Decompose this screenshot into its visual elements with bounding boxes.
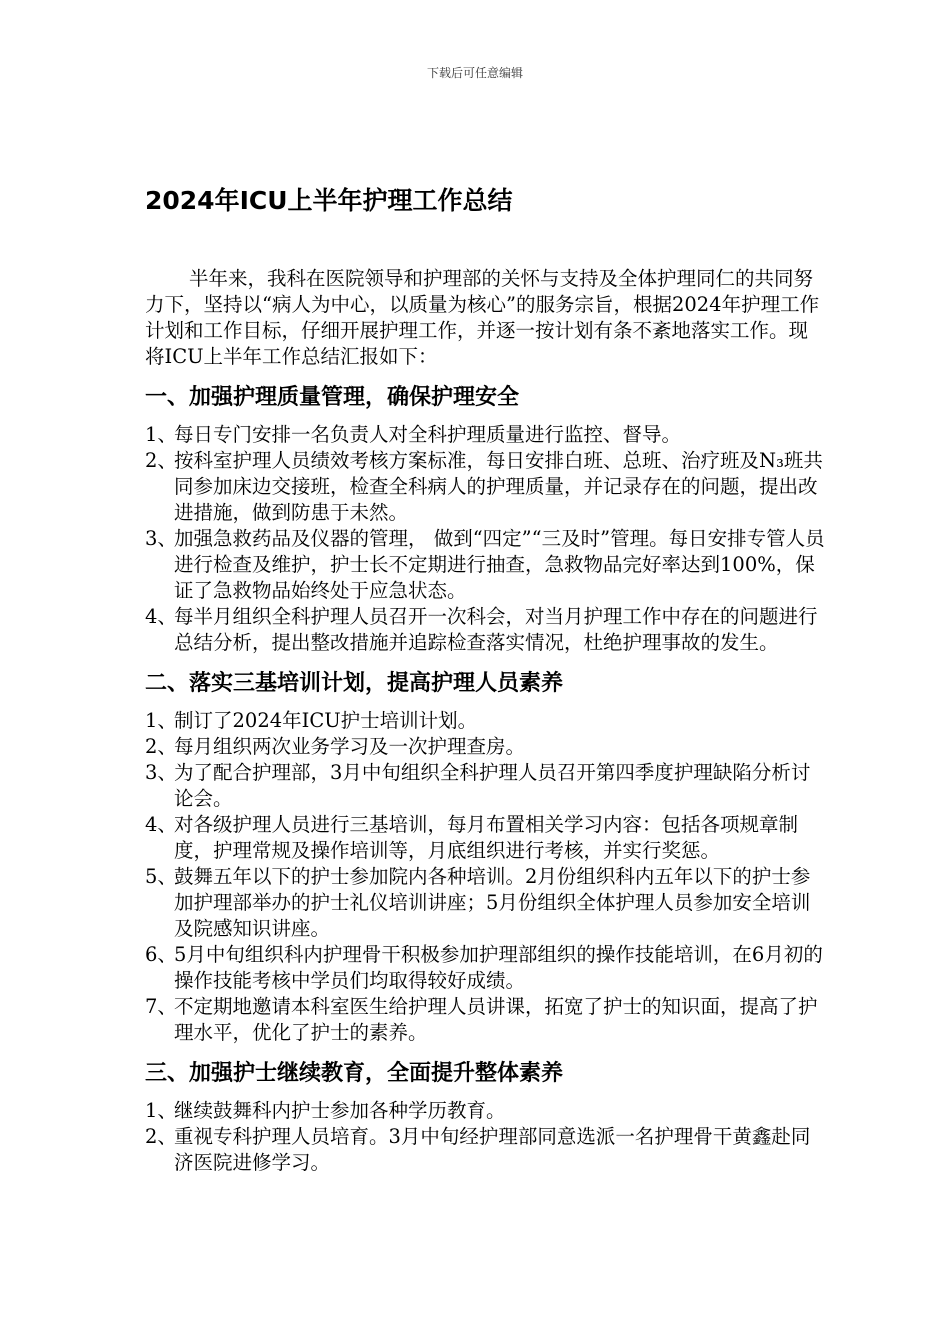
list-item <box>145 422 825 448</box>
list-item <box>145 448 825 526</box>
item-text: 继续鼓舞科内护士参加各种学历教育。 <box>174 1099 506 1122</box>
item-text: 每月组织两次业务学习及一次护理查房。 <box>174 735 526 758</box>
item-text: 按科室护理人员绩效考核方案标准，每日安排白班、总班、治疗班及N₃班共同参加床边交接班，检查全科病人的护理质量，并记录存在的问题，提出改进措施，做到防患于未然。 <box>174 449 823 524</box>
item-text: 5月中旬组织科内护理骨干积极参加护理部组织的操作技能培训，在6月初的操作技能考核中学员们均取得较好成绩。 <box>174 943 823 992</box>
item-number: 1、 <box>145 709 177 732</box>
item-text: 为了配合护理部，3月中旬组织全科护理人员召开第四季度护理缺陷分析讨论会。 <box>174 761 811 810</box>
list-item <box>145 1098 825 1124</box>
intro-paragraph: 半年来，我科在医院领导和护理部的关怀与支持及全体护理同仁的共同努力下，坚持以“病人为中心，以质量为核心”的服务宗旨，根据2024年护理工作计划和工作目标，仔细开展护理工作，并逐一按计划有条不紊地落实工作。现将ICU上半年工作总结汇报如下： <box>145 267 820 368</box>
item-text: 制订了2024年ICU护士培训计划。 <box>174 709 478 732</box>
list-item <box>145 708 825 734</box>
item-list <box>145 422 825 656</box>
item-list <box>145 708 825 1046</box>
list-item <box>145 734 825 760</box>
item-number: 1、 <box>145 423 177 446</box>
list-item <box>145 812 825 864</box>
item-text: 对各级护理人员进行三基培训，每月布置相关学习内容：包括各项规章制度，护理常规及操作培训等，月底组织进行考核，并实行奖惩。 <box>174 813 799 862</box>
list-item <box>145 942 825 994</box>
item-text: 每日专门安排一名负责人对全科护理质量进行监控、督导。 <box>174 423 682 446</box>
item-number: 5、 <box>145 865 177 888</box>
list-item <box>145 1124 825 1176</box>
item-number: 2、 <box>145 449 177 472</box>
item-text: 鼓舞五年以下的护士参加院内各种培训。2月份组织科内五年以下的护士参加护理部举办的护士礼仪培训讲座；5月份组织全体护理人员参加安全培训及院感知识讲座。 <box>174 865 811 940</box>
section-2 <box>145 670 825 1046</box>
list-item <box>145 864 825 942</box>
section-3 <box>145 1060 825 1176</box>
list-item <box>145 994 825 1046</box>
item-number: 7、 <box>145 995 177 1018</box>
item-number: 2、 <box>145 735 177 758</box>
item-number: 3、 <box>145 761 177 784</box>
item-number: 6、 <box>145 943 177 966</box>
item-text: 不定期地邀请本科室医生给护理人员讲课，拓宽了护士的知识面，提高了护理水平，优化了护士的素养。 <box>174 995 818 1044</box>
item-number: 4、 <box>145 605 177 628</box>
header-note: 下载后可任意编辑 <box>426 66 523 80</box>
item-number: 2、 <box>145 1125 177 1148</box>
section-heading: 二、落实三基培训计划，提高护理人员素养 <box>145 671 564 696</box>
list-item <box>145 760 825 812</box>
document-body <box>145 266 825 1176</box>
item-number: 1、 <box>145 1099 177 1122</box>
section-heading: 一、加强护理质量管理，确保护理安全 <box>145 385 520 410</box>
list-item <box>145 604 825 656</box>
item-text: 重视专科护理人员培育。3月中旬经护理部同意选派一名护理骨干黄鑫赴同济医院进修学习。 <box>174 1125 811 1174</box>
section-1 <box>145 384 825 656</box>
item-list <box>145 1098 825 1176</box>
list-item <box>145 526 825 604</box>
item-number: 3、 <box>145 527 177 550</box>
item-text: 每半月组织全科护理人员召开一次科会，对当月护理工作中存在的问题进行总结分析，提出整改措施并追踪检查落实情况，杜绝护理事故的发生。 <box>174 605 818 654</box>
document-title: 2024年ICU上半年护理工作总结 <box>145 186 513 215</box>
item-number: 4、 <box>145 813 177 836</box>
section-heading: 三、加强护士继续教育，全面提升整体素养 <box>145 1061 564 1086</box>
item-text: 加强急救药品及仪器的管理， 做到“四定”“三及时”管理。每日安排专管人员进行检查及维护，护士长不定期进行抽查，急救物品完好率达到100%，保证了急救物品始终处于应急状态。 <box>174 527 825 602</box>
